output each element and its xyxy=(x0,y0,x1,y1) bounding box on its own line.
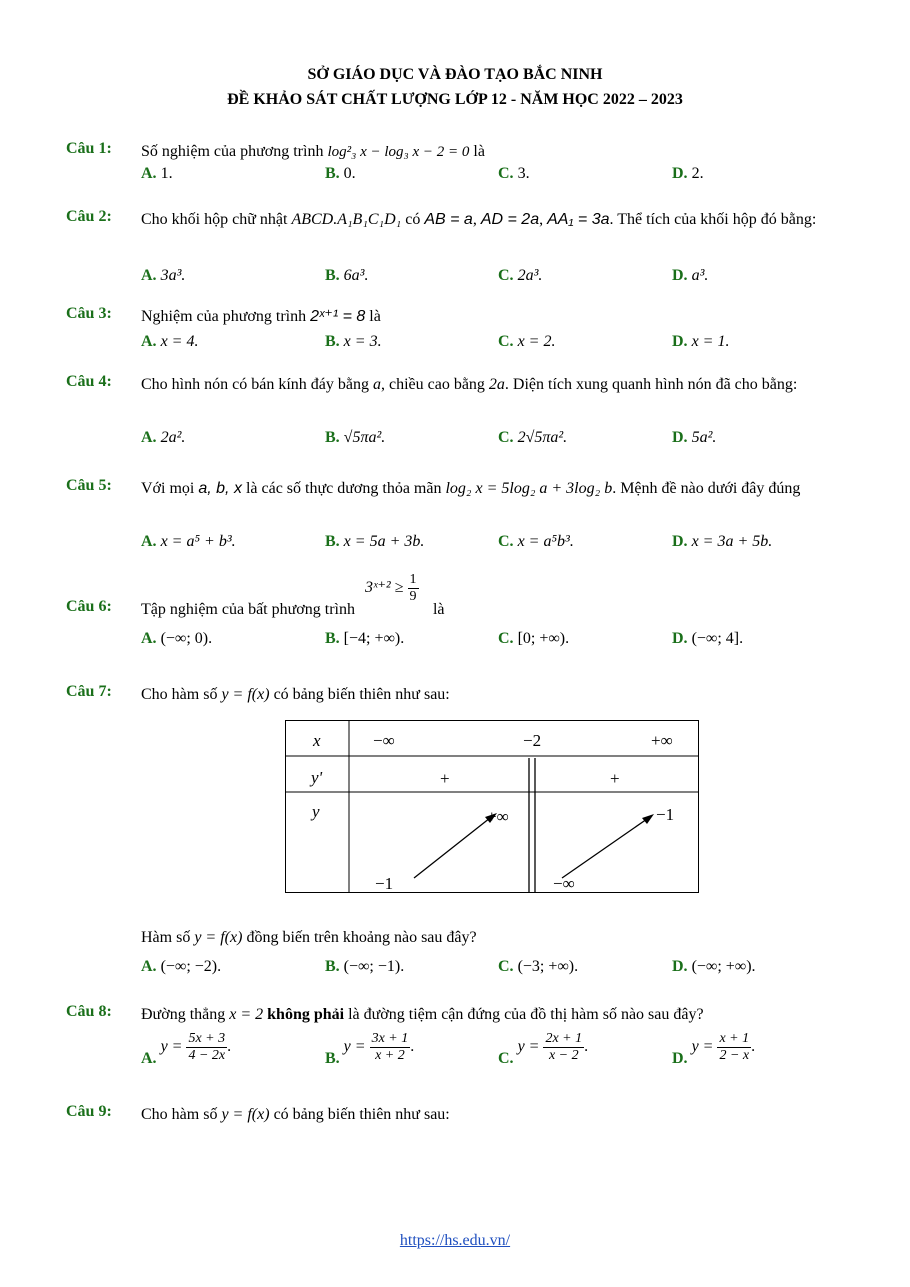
question-text: Hàm số y = f(x) đồng biến trên khoảng nào sau đây? xyxy=(141,929,477,946)
option-a[interactable]: A. y = $\frac{5x + 3}{4 - 2x}$ . xyxy=(141,1031,232,1068)
option-a[interactable]: A. 3a³. xyxy=(141,267,186,284)
option-a[interactable]: A. x = a⁵ + b³. xyxy=(141,533,236,550)
option-b[interactable]: B. [−4; +∞). xyxy=(325,630,405,647)
question-text: Số nghiệm của phương trình log²₃ x − log₃ x − 2 = 0 là xyxy=(141,143,485,160)
question-label: Câu 6: xyxy=(66,598,112,615)
option-d[interactable]: D. (−∞; +∞). xyxy=(672,958,756,975)
department-title: SỞ GIÁO DỤC VÀ ĐÀO TẠO BẮC NINH xyxy=(307,66,603,83)
option-d[interactable]: D. x = 1. xyxy=(672,333,730,350)
x-critical-value: −2 xyxy=(523,731,542,750)
answer-options xyxy=(141,165,856,189)
option-d[interactable]: D. a³. xyxy=(672,267,709,284)
answer-options xyxy=(141,267,856,291)
question-label: Câu 5: xyxy=(66,477,112,494)
option-a[interactable]: A. (−∞; 0). xyxy=(141,630,213,647)
question-label: Câu 7: xyxy=(66,683,112,700)
answer-options xyxy=(141,533,856,557)
option-d[interactable]: D. 2. xyxy=(672,165,704,182)
equation: log²₃ x − log₃ x − 2 = 0 xyxy=(327,144,470,160)
y-right-high: −1 xyxy=(656,805,675,824)
answer-options xyxy=(141,630,856,654)
y-left-high: +∞ xyxy=(487,807,509,826)
question-text: Với mọi a, b, x là các số thực dương thỏa mãn log₂ x = 5log₂ a + 3log₂ b. Mệnh đề nào dưới đây đúng xyxy=(141,480,801,497)
exam-title: ĐỀ KHẢO SÁT CHẤT LƯỢNG LỚP 12 - NĂM HỌC 2022 – 2023 xyxy=(227,91,683,108)
option-c[interactable]: C. x = a⁵b³. xyxy=(498,533,574,550)
question-text: Cho hàm số y = f(x) có bảng biến thiên như sau: xyxy=(141,686,450,703)
option-b[interactable]: B. 0. xyxy=(325,165,356,182)
option-d[interactable]: D. x = 3a + 5b. xyxy=(672,533,773,550)
page-footer xyxy=(0,1232,910,1250)
equation: 2ˣ⁺¹ = 8 xyxy=(310,308,366,325)
option-b[interactable]: B. x = 3. xyxy=(325,333,382,350)
row-label-yprime: y' xyxy=(311,768,323,787)
y-right-low: −∞ xyxy=(553,874,575,893)
option-b[interactable]: B. √5πa². xyxy=(325,429,386,446)
answer-options xyxy=(141,1031,856,1075)
option-a[interactable]: A. 1. xyxy=(141,165,173,182)
question-label: Câu 8: xyxy=(66,1003,112,1020)
option-b[interactable]: B. (−∞; −1). xyxy=(325,958,405,975)
equation: log₂ x = 5log₂ a + 3log₂ b xyxy=(445,480,613,497)
answer-options xyxy=(141,333,856,357)
question-text: Nghiệm của phương trình 2ˣ⁺¹ = 8 là xyxy=(141,308,381,325)
footer-link[interactable]: https://hs.edu.vn/ xyxy=(399,1232,511,1249)
question-text: Cho khối hộp chữ nhật ABCD.A₁B₁C₁D₁ có AB = a, AD = 2a, AA₁ = 3a. Thể tích của khối hộp đó bằng: xyxy=(141,211,817,228)
option-c[interactable]: C. (−3; +∞). xyxy=(498,958,579,975)
question-text: Cho hình nón có bán kính đáy bằng a, chiều cao bằng 2a. Diện tích xung quanh hình nón đã cho bằng: xyxy=(141,376,798,393)
option-c[interactable]: C. [0; +∞). xyxy=(498,630,570,647)
option-b[interactable]: B. x = 5a + 3b. xyxy=(325,533,425,550)
option-c[interactable]: C. 2√5πa². xyxy=(498,429,568,446)
option-b[interactable]: B. 6a³. xyxy=(325,267,369,284)
box-name: ABCD.A₁B₁C₁D₁ xyxy=(291,211,402,228)
answer-options xyxy=(141,958,856,982)
question-label: Câu 1: xyxy=(66,140,112,157)
question-text: Đường thẳng x = 2 không phải là đường tiệm cận đứng của đồ thị hàm số nào sau đây? xyxy=(141,1006,704,1023)
question-text: Cho hàm số y = f(x) có bảng biến thiên như sau: xyxy=(141,1106,450,1123)
sign-right: + xyxy=(610,769,620,788)
sign-left: + xyxy=(440,769,450,788)
question-text: Tập nghiệm của bất phương trình 3ˣ⁺² ≥ $\frac{1}{9}$ là xyxy=(141,598,856,622)
question-label: Câu 3: xyxy=(66,305,112,322)
option-c[interactable]: C. y = $\frac{2x + 1}{x - 2}$ . xyxy=(498,1031,589,1068)
option-a[interactable]: A. x = 4. xyxy=(141,333,199,350)
inequality: 3ˣ⁺² ≥ $\frac{1}{9}$ xyxy=(364,572,417,604)
option-b[interactable]: B. y = $\frac{3x + 1}{x + 2}$ . xyxy=(325,1031,415,1068)
question-label: Câu 9: xyxy=(66,1103,112,1120)
x-pos-infinity: +∞ xyxy=(651,731,673,750)
option-c[interactable]: C. 2a³. xyxy=(498,267,543,284)
option-d[interactable]: D. 5a². xyxy=(672,429,717,446)
answer-options xyxy=(141,429,856,453)
question-label: Câu 4: xyxy=(66,373,112,390)
row-label-x: x xyxy=(313,731,321,750)
row-label-y: y xyxy=(312,802,320,821)
option-c[interactable]: C. 3. xyxy=(498,165,530,182)
question-label: Câu 2: xyxy=(66,208,112,225)
y-left-low: −1 xyxy=(375,874,394,893)
x-neg-infinity: −∞ xyxy=(373,731,395,750)
option-a[interactable]: A. (−∞; −2). xyxy=(141,958,222,975)
option-d[interactable]: D. (−∞; 4]. xyxy=(672,630,744,647)
option-a[interactable]: A. 2a². xyxy=(141,429,186,446)
option-d[interactable]: D. y = $\frac{x + 1}{2 - x}$ . xyxy=(672,1031,756,1068)
variation-table xyxy=(285,720,699,893)
option-c[interactable]: C. x = 2. xyxy=(498,333,556,350)
